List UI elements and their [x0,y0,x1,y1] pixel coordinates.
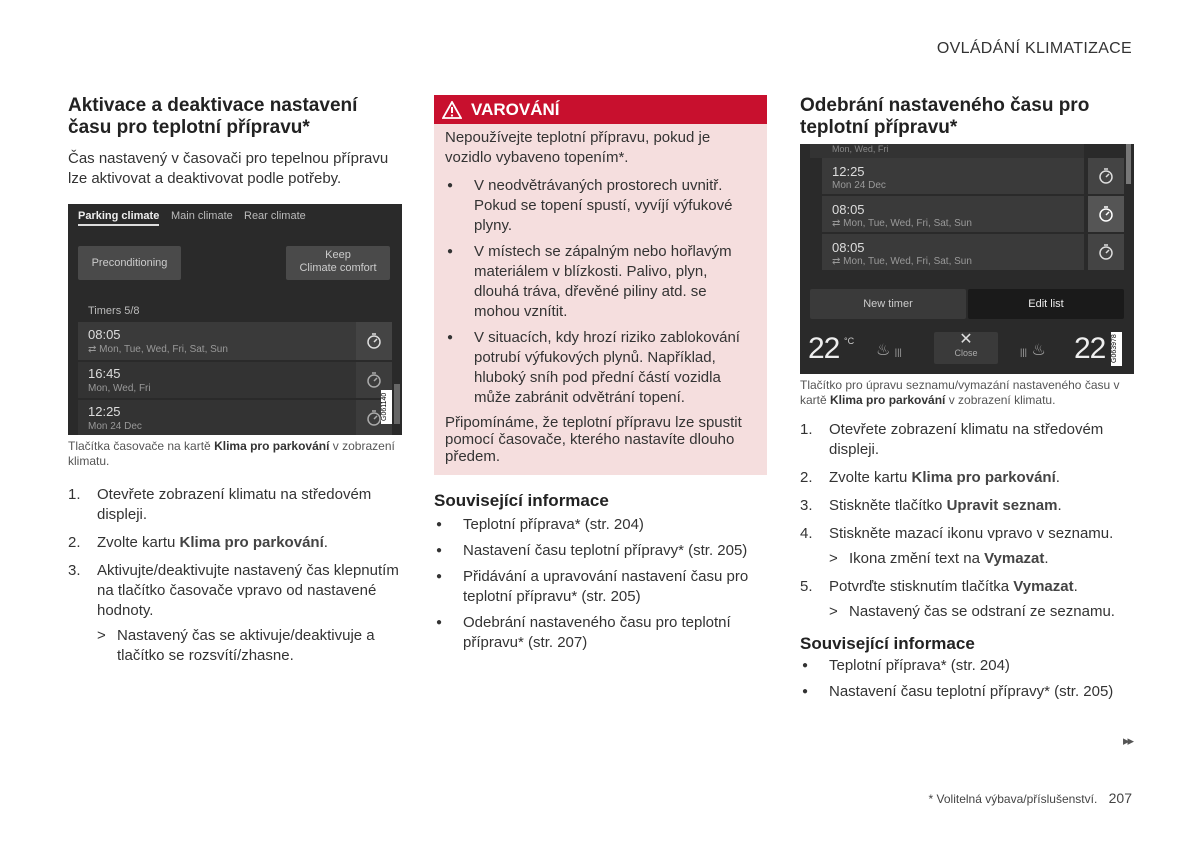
close-label: Close [954,348,978,358]
step-item: 1. Otevřete zobrazení klimatu na středovém displeji. [68,486,372,523]
temp-right: 22 [1074,332,1106,365]
timer-time: 08:05 [832,202,865,217]
figure-caption: Tlačítko pro úpravu seznamu/vymazání nastaveného času v kartě Klima pro parkování v zobrazení klimatu. [800,378,1120,407]
step-result: > Nastavený čas se odstraní ze seznamu. [829,603,1115,620]
step-item: 4. Stiskněte mazací ikonu vpravo v seznamu. [800,525,1114,542]
timer-row [822,196,1084,232]
related-link[interactable]: ● Odebrání nastaveného času pro teplotní přípravu* (str. 207) [434,613,767,653]
timer-days: Mon 24 Dec [832,180,886,191]
tab-rear-climate: Rear climate [244,210,306,222]
scrollbar [1126,144,1131,184]
page-footer [929,790,1132,806]
related-link[interactable]: ● Teplotní příprava* (str. 204) [800,656,1134,676]
related-link[interactable]: ● Přidávání a upravování nastavení času pro teplotní přípravu* (str. 205) [434,567,767,607]
partial-row: Mon, Wed, Fri [810,144,1084,158]
warning-item: ● V místech se zápalným nebo hořlavým materiálem v blízkosti. Palivo, plyn, dlouhá tráva, dřevěné piliny atd. se mohou vznítit. [445,242,756,322]
warning-title: VAROVÁNÍ [471,99,560,119]
step-item: 5. Potvrďte stisknutím tlačítka Vymazat. [800,578,1078,595]
timer-time: 16:45 [88,366,121,381]
step-item: 2. Zvolte kartu Klima pro parkování. [68,534,328,551]
continue-arrows-icon: ▸▸ [1122,733,1132,748]
timer-row [78,400,358,435]
related-link[interactable]: ● Nastavení času teplotní přípravy* (str. 205) [434,541,767,561]
footnote: * Volitelná výbava/příslušenství. [928,792,1098,806]
keep-label: Keep [325,249,351,261]
timer-toggle-icon [1088,158,1124,194]
close-icon: ✕ [959,331,973,348]
tab-main-climate: Main climate [171,210,233,222]
timer-row [78,322,358,360]
image-code: G063978 [1111,332,1122,366]
seat-heat-right-icon: ||| ♨ [1020,342,1046,359]
warning-header [434,95,767,124]
timer-row [78,362,358,398]
timer-days: ⇄ Mon, Tue, Wed, Fri, Sat, Sun [832,256,972,267]
related-title: Související informace [434,491,609,510]
scrollbar [394,384,400,424]
seat-heat-left-icon: ♨ ||| [876,342,902,359]
warning-box [434,95,767,475]
step-item: 3. Aktivujte/deaktivujte nastavený čas klepnutím na tlačítko časovače vpravo od nastavené hodnoty. [68,562,399,619]
edit-list-button: Edit list [968,289,1124,319]
column-remove [800,95,1134,708]
keep-climate-comfort-button [286,246,390,280]
related-link[interactable]: ● Teplotní příprava* (str. 204) [434,515,767,535]
warning-intro: Nepoužívejte teplotní přípravu, pokud je vozidlo vybaveno topením*. [445,129,711,166]
timer-days: ⇄ Mon, Tue, Wed, Fri, Sat, Sun [88,344,228,355]
timer-days: Mon 24 Dec [88,421,142,432]
section-title: Odebrání nastaveného času pro teplotní přípravu* [800,95,1090,138]
related-list [434,515,767,653]
timer-time: 12:25 [832,164,865,179]
intro-text: Čas nastavený v časovači pro tepelnou přípravu lze aktivovat a deaktivovat podle potřeby. [68,150,389,187]
timer-time: 08:05 [832,240,865,255]
screenshot-parking-climate [68,204,402,435]
section-title: Aktivace a deaktivace nastavení času pro teplotní přípravu* [68,95,358,138]
new-timer-button: New timer [810,289,966,319]
step-item: 3. Stiskněte tlačítko Upravit seznam. [800,497,1062,514]
timer-row [822,158,1084,194]
timer-toggle-icon [356,322,392,360]
step-item: 2. Zvolte kartu Klima pro parkování. [800,469,1060,486]
column-activate [68,95,403,674]
temp-unit: °C [844,336,855,346]
step-result: > Nastavený čas se aktivuje/deaktivuje a tlačítko se rozsvítí/zhasne. [97,627,375,664]
related-link[interactable]: ● Nastavení času teplotní přípravy* (str. 205) [800,682,1134,702]
step-result: > Ikona změní text na Vymazat. [829,550,1049,567]
temp-left: 22 [808,332,840,365]
timer-days-text: Mon, Tue, Wed, Fri, Sat, Sun [99,344,228,355]
timers-count: Timers 5/8 [88,305,140,317]
warning-item: ● V situacích, kdy hrozí riziko zablokování potrubí výfukových plynů. Například, hluboký sníh pod přední částí vozidla může zabránit odvětrání topení. [445,328,756,408]
climate-comfort-label: Climate comfort [299,262,377,274]
warning-item: ● V neodvětrávaných prostorech uvnitř. Pokud se topení spustí, vyvíjí výfukové plyny. [445,176,756,236]
steps-list [800,420,1134,544]
related-title: Související informace [800,634,975,653]
preconditioning-button: Preconditioning [78,246,181,280]
warning-body [434,124,767,475]
close-button [934,332,998,364]
steps-list-continued [800,577,1134,597]
figure-caption: Tlačítka časovače na kartě Klima pro parkování v zobrazení klimatu. [68,439,395,468]
steps-list [68,485,403,621]
tab-parking-climate: Parking climate [78,210,159,226]
warning-triangle-icon [442,101,462,119]
screenshot-edit-list [800,144,1134,374]
timer-time: 12:25 [88,404,121,419]
related-list [800,656,1134,702]
timer-days: Mon, Wed, Fri [88,383,151,394]
timer-days: ⇄ Mon, Tue, Wed, Fri, Sat, Sun [832,218,972,229]
image-code: G061140 [381,390,392,424]
section-header: OVLÁDÁNÍ KLIMATIZACE [936,40,1132,57]
step-item: 1. Otevřete zobrazení klimatu na středovém displeji. [800,421,1104,458]
timer-row [822,234,1084,270]
warning-outro: Připomínáme, že teplotní přípravu lze spustit pomocí časovače, kterého nastavíte dlouho předem. [445,414,742,465]
timer-toggle-icon [1088,234,1124,270]
warning-list [445,176,756,408]
page-number: 207 [1108,790,1132,806]
timer-toggle-icon [1088,196,1124,232]
timer-time: 08:05 [88,327,121,342]
column-warning [434,95,767,659]
